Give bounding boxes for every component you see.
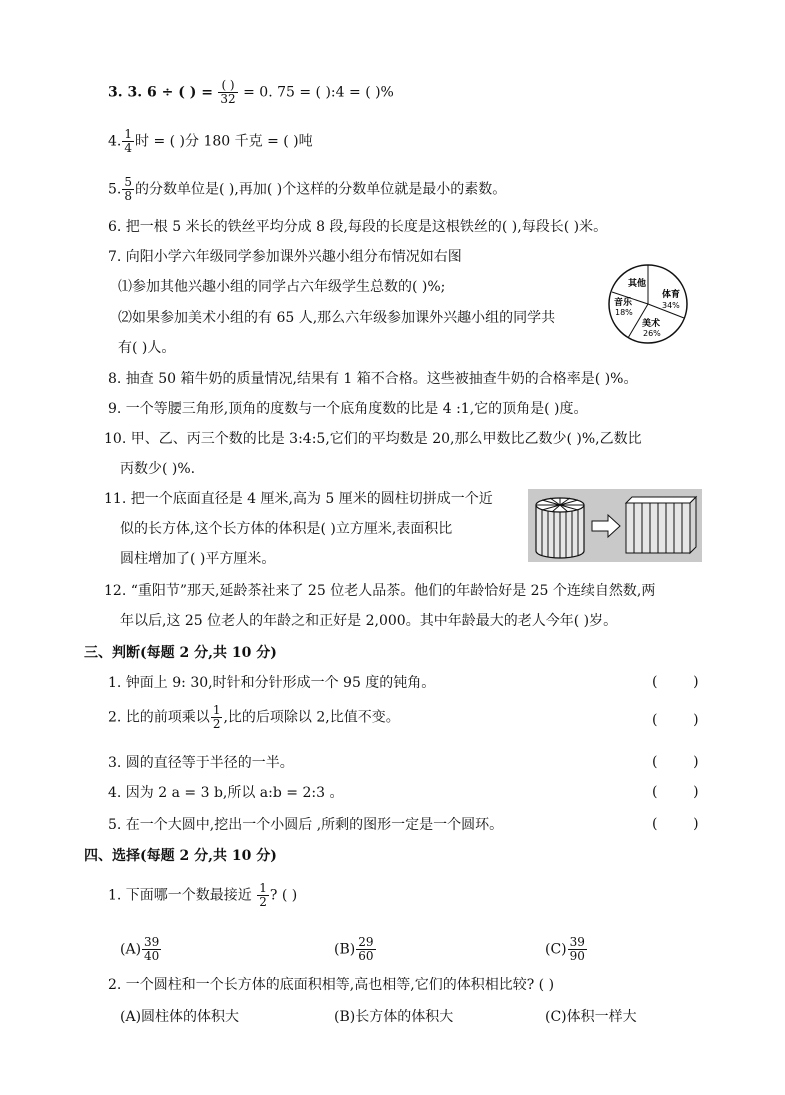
q4-denominator: 4	[124, 141, 132, 155]
choice-2-option-b[interactable]: (B)长方体的体积大	[334, 1009, 454, 1025]
pie-pct-music: 18%	[615, 308, 633, 317]
question-10-line-1: 10. 甲、乙、丙三个数的比是 3:4:5,它们的平均数是 20,那么甲数比乙数少( )%,乙数比	[104, 431, 642, 447]
option-fraction	[568, 936, 587, 963]
q4-rest: 时 = ( )分 180 千克 = ( )吨	[135, 133, 313, 150]
choice-1	[108, 882, 297, 909]
judge-5-answer-blank[interactable]: ( )	[652, 816, 699, 832]
q3-rest: = 0. 75 = ( ):4 = ( )%	[243, 84, 394, 101]
judge-2	[108, 704, 400, 731]
choice-1-numerator: 1	[259, 881, 267, 895]
question-12-line-1: 12. “重阳节”那天,延龄茶社来了 25 位老人品茶。他们的年龄恰好是 25 个连续自然数,两	[104, 583, 656, 599]
judge-4-answer-blank[interactable]: ( )	[652, 784, 699, 800]
q3-text: 3. 3. 6 ÷ ( ) =	[108, 84, 213, 101]
q4-number: 4.	[108, 133, 122, 150]
question-3	[108, 79, 394, 106]
judge-1: 1. 钟面上 9: 30,时针和分针形成一个 95 度的钝角。	[108, 675, 436, 691]
option-label: (B)	[334, 941, 356, 958]
question-5	[108, 176, 506, 203]
judge-2-answer-blank[interactable]: ( )	[652, 712, 699, 728]
interest-group-pie	[606, 262, 690, 346]
q5-rest: 的分数单位是( ),再加( )个这样的分数单位就是最小的素数。	[135, 181, 507, 198]
q3-numerator: ( )	[218, 79, 237, 93]
option-fraction	[356, 936, 375, 963]
cylinder-to-cuboid-figure	[528, 489, 702, 562]
choice-2: 2. 一个圆柱和一个长方体的底面积相等,高也相等,它们的体积相比较? ( )	[108, 977, 555, 993]
choice-1-option-a[interactable]	[120, 936, 162, 963]
question-11-line-1: 11. 把一个底面直径是 4 厘米,高为 5 厘米的圆柱切拼成一个近	[104, 491, 493, 507]
option-numerator: 39	[569, 935, 585, 949]
option-denominator: 60	[358, 949, 374, 963]
q5-fraction	[122, 176, 134, 203]
judge-2-denominator: 2	[212, 717, 221, 731]
pie-label-others: 其他	[628, 279, 647, 289]
choice-1-denominator: 2	[259, 895, 267, 909]
choice-1-option-c[interactable]	[545, 936, 588, 963]
option-fraction	[142, 936, 161, 963]
q5-number: 5.	[108, 181, 122, 198]
question-10-line-2: 丙数少( )%.	[120, 461, 196, 477]
question-7: 7. 向阳小学六年级同学参加课外兴趣小组分布情况如右图	[108, 249, 462, 265]
question-8: 8. 抽查 50 箱牛奶的质量情况,结果有 1 箱不合格。这些被抽查牛奶的合格率是( )%。	[108, 371, 638, 387]
judge-5: 5. 在一个大圆中,挖出一个小圆后 ,所剩的图形一定是一个圆环。	[108, 817, 504, 833]
option-denominator: 40	[144, 949, 160, 963]
q4-numerator: 1	[124, 127, 132, 141]
pie-label-music: 音乐	[614, 298, 633, 308]
choice-1-rest: ? ( )	[269, 887, 298, 904]
section-3-heading: 三、判断(每题 2 分,共 10 分)	[84, 645, 277, 661]
judge-4: 4. 因为 2 a = 3 b,所以 a:b = 2:3 。	[108, 785, 344, 801]
q3-denominator: 32	[220, 92, 236, 106]
question-9: 9. 一个等腰三角形,顶角的度数与一个底角度数的比是 4 :1,它的顶角是( )度。	[108, 401, 588, 417]
section-4-heading: 四、选择(每题 2 分,共 10 分)	[84, 848, 277, 864]
q4-fraction	[122, 128, 134, 155]
choice-2-option-a[interactable]: (A)圆柱体的体积大	[120, 1009, 240, 1025]
pie-label-art: 美术	[642, 319, 661, 329]
pie-label-sports: 体育	[662, 290, 681, 300]
choice-2-option-c[interactable]: (C)体积一样大	[545, 1009, 637, 1025]
pie-pct-art: 26%	[643, 329, 661, 338]
option-numerator: 29	[358, 935, 374, 949]
pie-pct-sports: 34%	[662, 301, 680, 310]
cuboid-image	[626, 497, 696, 553]
judge-3-answer-blank[interactable]: ( )	[652, 754, 699, 770]
choice-1-fraction	[257, 882, 269, 909]
option-numerator: 39	[144, 935, 160, 949]
question-7-part-1: ⑴参加其他兴趣小组的同学占六年级学生总数的( )%;	[118, 279, 446, 295]
question-7-part-2: ⑵如果参加美术小组的有 65 人,那么六年级参加课外兴趣小组的同学共	[118, 310, 556, 326]
option-denominator: 90	[569, 949, 585, 963]
judge-2-rest: ,比的后项除以 2,比值不变。	[223, 709, 400, 726]
question-11-line-3: 圆柱增加了( )平方厘米。	[120, 551, 276, 567]
option-label: (A)	[120, 941, 142, 958]
q5-numerator: 5	[124, 175, 132, 189]
question-4	[108, 128, 313, 155]
judge-3: 3. 圆的直径等于半径的一半。	[108, 755, 294, 771]
judge-1-answer-blank[interactable]: ( )	[652, 674, 699, 690]
q5-denominator: 8	[124, 189, 132, 203]
option-label: (C)	[545, 941, 567, 958]
choice-1-option-b[interactable]	[334, 936, 377, 963]
question-7-part-3: 有( )人。	[118, 340, 176, 356]
question-11-line-2: 似的长方体,这个长方体的体积是( )立方厘米,表面积比	[120, 521, 453, 537]
question-12-line-2: 年以后,这 25 位老人的年龄之和正好是 2,000。其中年龄最大的老人今年( )岁。	[120, 613, 618, 629]
cylinder-image	[536, 498, 584, 558]
judge-2-fraction	[211, 704, 223, 731]
choice-1-text: 1. 下面哪一个数最接近	[108, 887, 252, 904]
q3-fraction	[218, 79, 237, 106]
judge-2-numerator: 1	[212, 703, 221, 717]
judge-2-text: 2. 比的前项乘以	[108, 709, 210, 726]
question-6: 6. 把一根 5 米长的铁丝平均分成 8 段,每段的长度是这根铁丝的( ),每段长( )米。	[108, 219, 608, 235]
